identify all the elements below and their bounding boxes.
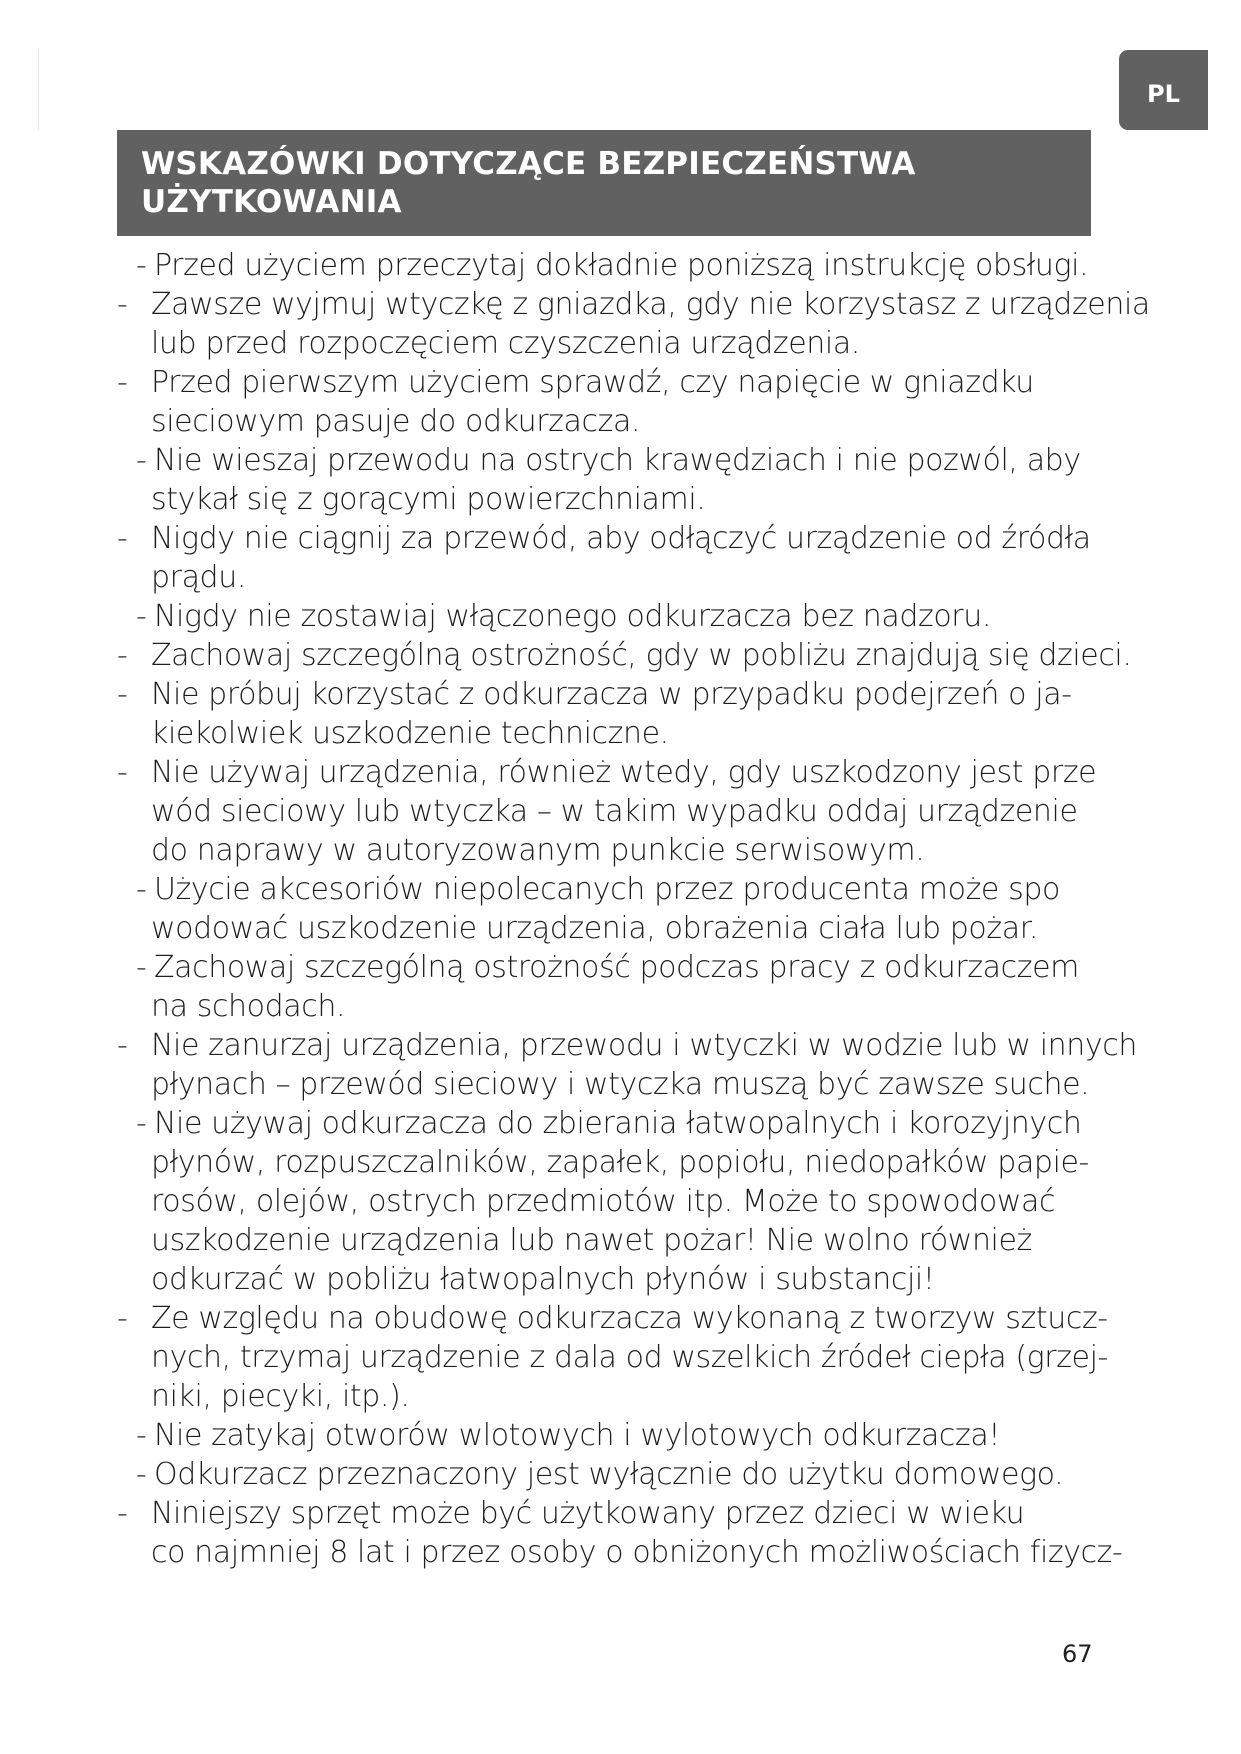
language-tab: PL bbox=[1119, 50, 1208, 130]
list-item bbox=[110, 753, 1130, 870]
bullet-dash: - bbox=[117, 677, 128, 712]
page-edge-line bbox=[38, 48, 39, 130]
list-item-line: odkurzać w pobliżu łatwopalnych płynów i substancji! bbox=[151, 1262, 935, 1297]
list-item-line: kiekolwiek uszkodzenie techniczne. bbox=[151, 716, 669, 751]
list-item bbox=[110, 597, 1130, 636]
list-item-line: do naprawy w autoryzowanym punkcie serwisowym. bbox=[151, 833, 925, 868]
list-item-line: Przed użyciem przeczytaj dokładnie poniższą instrukcję obsługi. bbox=[154, 248, 1089, 283]
list-item bbox=[110, 1416, 1130, 1455]
list-item bbox=[110, 519, 1130, 597]
list-item-line: Zachowaj szczególną ostrożność, gdy w pobliżu znajdują się dzieci. bbox=[151, 638, 1132, 673]
list-item-line: Przed pierwszym użyciem sprawdź, czy napięcie w gniazdku bbox=[151, 365, 1034, 400]
list-item-line: Nie używaj odkurzacza do zbierania łatwopalnych i korozyjnych bbox=[154, 1106, 1082, 1141]
safety-instructions-list bbox=[110, 246, 1150, 1572]
list-item-line: co najmniej 8 lat i przez osoby o obniżonych możliwościach fizycz- bbox=[151, 1535, 1123, 1570]
list-item-line: Odkurzacz przeznaczony jest wyłącznie do użytku domowego. bbox=[154, 1457, 1064, 1492]
bullet-dash: - bbox=[136, 1418, 147, 1453]
list-item-line: niki, piecyki, itp.). bbox=[151, 1379, 410, 1414]
list-item-line: Użycie akcesoriów niepolecanych przez producenta może spo bbox=[154, 872, 1060, 907]
bullet-dash: - bbox=[136, 872, 147, 907]
list-item bbox=[110, 441, 1130, 519]
list-item bbox=[110, 1299, 1130, 1416]
list-item-line: Niniejszy sprzęt może być użytkowany przez dzieci w wieku bbox=[151, 1496, 1025, 1531]
list-item-line: Nie próbuj korzystać z odkurzacza w przypadku podejrzeń o ja- bbox=[151, 677, 1072, 712]
list-item bbox=[110, 1026, 1137, 1104]
page-number: 67 bbox=[1062, 1640, 1093, 1668]
list-item-line: na schodach. bbox=[151, 989, 346, 1024]
bullet-dash: - bbox=[117, 287, 128, 322]
section-title-line-1: WSKAZÓWKI DOTYCZĄCE BEZPIECZEŃSTWA bbox=[141, 146, 916, 182]
list-item bbox=[110, 1455, 1130, 1494]
list-item-line: uszkodzenie urządzenia lub nawet pożar! Nie wolno również bbox=[151, 1223, 1032, 1258]
bullet-dash: - bbox=[136, 1106, 147, 1141]
bullet-dash: - bbox=[117, 638, 128, 673]
list-item-line: Nie zanurzaj urządzenia, przewodu i wtyczki w wodzie lub w innych bbox=[151, 1028, 1137, 1063]
bullet-dash: - bbox=[136, 599, 147, 634]
list-item-line: Nigdy nie ciągnij za przewód, aby odłączyć urządzenie od źródła bbox=[151, 521, 1091, 556]
list-item-line: Ze względu na obudowę odkurzacza wykonaną z tworzyw sztucz- bbox=[151, 1301, 1108, 1336]
list-item-line: wód sieciowy lub wtyczka – w takim wypadku oddaj urządzenie bbox=[151, 794, 1078, 829]
list-item-line: wodować uszkodzenie urządzenia, obrażenia ciała lub pożar. bbox=[151, 911, 1039, 946]
list-item bbox=[110, 363, 1130, 441]
list-item-line: rosów, olejów, ostrych przedmiotów itp. Może to spowodować bbox=[151, 1184, 1056, 1219]
bullet-dash: - bbox=[117, 1028, 128, 1063]
list-item-line: Nie wieszaj przewodu na ostrych krawędziach i nie pozwól, aby bbox=[154, 443, 1081, 478]
list-item-line: sieciowym pasuje do odkurzacza. bbox=[151, 404, 641, 439]
bullet-dash: - bbox=[136, 1457, 147, 1492]
list-item-line: płynach – przewód sieciowy i wtyczka muszą być zawsze suche. bbox=[151, 1067, 1090, 1102]
section-title-line-2: UŻYTKOWANIA bbox=[141, 184, 402, 220]
list-item-line: prądu. bbox=[151, 560, 246, 595]
list-item bbox=[110, 285, 1150, 363]
list-item-line: nych, trzymaj urządzenie z dala od wszelkich źródeł ciepła (grzej- bbox=[151, 1340, 1108, 1375]
bullet-dash: - bbox=[117, 365, 128, 400]
bullet-dash: - bbox=[117, 1496, 128, 1531]
bullet-dash: - bbox=[117, 1301, 128, 1336]
list-item-line: płynów, rozpuszczalników, zapałek, popiołu, niedopałków papie- bbox=[151, 1145, 1089, 1180]
list-item-line: lub przed rozpoczęciem czyszczenia urządzenia. bbox=[151, 326, 860, 361]
list-item bbox=[110, 636, 1130, 675]
list-item-line: Zawsze wyjmuj wtyczkę z gniazdka, gdy nie korzystasz z urządzenia bbox=[151, 287, 1150, 322]
bullet-dash: - bbox=[136, 248, 147, 283]
section-header bbox=[117, 130, 1091, 236]
list-item bbox=[110, 870, 1130, 948]
bullet-dash: - bbox=[117, 521, 128, 556]
list-item bbox=[110, 1494, 1130, 1572]
list-item bbox=[110, 948, 1130, 1026]
bullet-dash: - bbox=[117, 755, 128, 790]
list-item-line: stykał się z gorącymi powierzchniami. bbox=[151, 482, 706, 517]
list-item-line: Nie używaj urządzenia, również wtedy, gdy uszkodzony jest prze bbox=[151, 755, 1097, 790]
list-item-line: Nie zatykaj otworów wlotowych i wylotowych odkurzacza! bbox=[154, 1418, 1000, 1453]
list-item bbox=[110, 675, 1130, 753]
bullet-dash: - bbox=[136, 950, 147, 985]
list-item-line: Nigdy nie zostawiaj włączonego odkurzacza bez nadzoru. bbox=[154, 599, 991, 634]
list-item bbox=[110, 246, 1130, 285]
list-item-line: Zachowaj szczególną ostrożność podczas pracy z odkurzaczem bbox=[154, 950, 1079, 985]
list-item bbox=[110, 1104, 1130, 1299]
bullet-dash: - bbox=[136, 443, 147, 478]
